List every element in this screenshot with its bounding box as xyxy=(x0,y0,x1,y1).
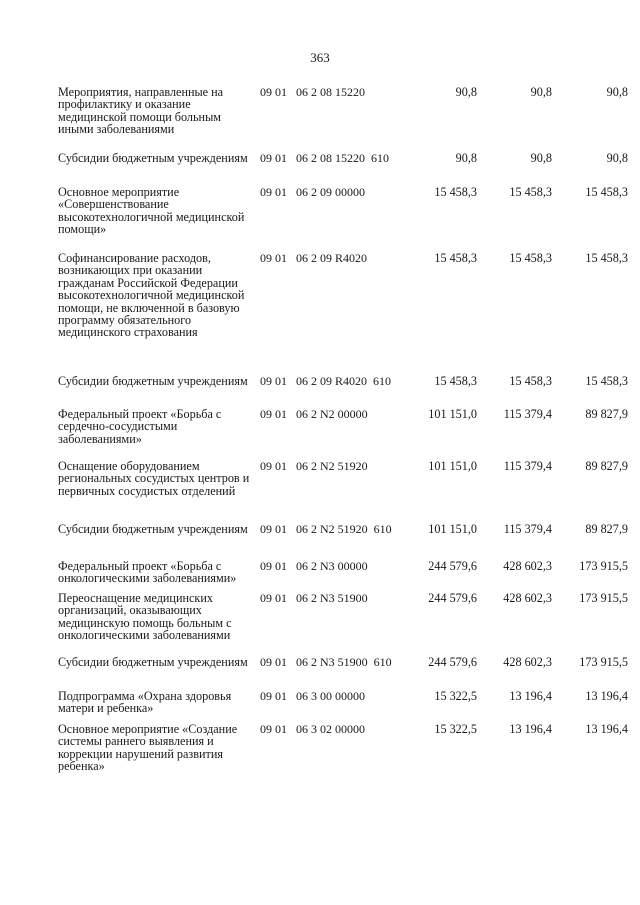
row-value-3: 15 458,3 xyxy=(585,251,628,265)
row-name: Основное мероприятие «Создание системы раннего выявления и коррекции нарушений развития ребенка» xyxy=(58,722,238,774)
row-name: Основное мероприятие «Совершенствование высокотехнологичной медицинской помощи» xyxy=(58,185,245,237)
row-value-2: 428 602,3 xyxy=(503,655,552,669)
row-value-1: 15 458,3 xyxy=(434,251,477,265)
row-value-3: 89 827,9 xyxy=(585,407,628,421)
row-value-3: 173 915,5 xyxy=(579,559,628,573)
row-value-2: 90,8 xyxy=(530,85,552,99)
row-value-2: 15 458,3 xyxy=(509,185,552,199)
row-code: 09 01 06 2 N3 51900 610 xyxy=(260,655,392,669)
row-value-3: 173 915,5 xyxy=(579,591,628,605)
table-row xyxy=(58,560,628,585)
row-code: 09 01 06 3 02 00000 xyxy=(260,722,365,736)
row-value-1: 244 579,6 xyxy=(428,655,477,669)
table-row xyxy=(58,723,628,773)
row-code: 09 01 06 2 N2 51920 610 xyxy=(260,522,392,536)
row-value-2: 115 379,4 xyxy=(503,522,552,536)
row-value-3: 15 458,3 xyxy=(585,374,628,388)
table-row xyxy=(58,86,628,136)
table-row xyxy=(58,252,628,339)
row-value-2: 428 602,3 xyxy=(503,559,552,573)
table-row xyxy=(58,592,628,642)
row-code: 09 01 06 2 N3 00000 xyxy=(260,559,368,573)
row-value-1: 101 151,0 xyxy=(428,459,477,473)
row-value-1: 90,8 xyxy=(455,151,477,165)
row-value-3: 89 827,9 xyxy=(585,459,628,473)
row-value-3: 13 196,4 xyxy=(585,689,628,703)
row-code: 09 01 06 2 N2 51920 xyxy=(260,459,368,473)
table-row xyxy=(58,375,628,387)
row-value-2: 13 196,4 xyxy=(509,689,552,703)
row-value-3: 13 196,4 xyxy=(585,722,628,736)
row-name: Субсидии бюджетным учреждениям xyxy=(58,374,248,388)
row-code: 09 01 06 2 08 15220 610 xyxy=(260,151,389,165)
row-code: 09 01 06 2 08 15220 xyxy=(260,85,365,99)
table-row xyxy=(58,523,628,535)
row-name: Подпрограмма «Охрана здоровья матери и ребенка» xyxy=(58,689,232,716)
row-value-3: 90,8 xyxy=(606,151,628,165)
row-value-1: 244 579,6 xyxy=(428,559,477,573)
row-value-2: 15 458,3 xyxy=(509,374,552,388)
row-code: 09 01 06 2 09 R4020 610 xyxy=(260,374,392,388)
row-name: Переоснащение медицинских организаций, оказывающих медицинскую помощь больным с онкологическими заболеваниями xyxy=(58,591,232,643)
row-name: Мероприятия, направленные на профилактику и оказание медицинской помощи больным иными заболеваниями xyxy=(58,85,224,137)
row-value-1: 15 322,5 xyxy=(434,722,477,736)
row-value-1: 90,8 xyxy=(455,85,477,99)
page-number: 363 xyxy=(310,50,330,65)
row-value-1: 15 322,5 xyxy=(434,689,477,703)
table-row xyxy=(58,152,628,164)
row-value-2: 90,8 xyxy=(530,151,552,165)
table-row xyxy=(58,656,628,668)
table-row xyxy=(58,186,628,236)
row-value-1: 244 579,6 xyxy=(428,591,477,605)
row-value-1: 101 151,0 xyxy=(428,522,477,536)
row-value-2: 115 379,4 xyxy=(503,407,552,421)
row-value-2: 15 458,3 xyxy=(509,251,552,265)
row-value-1: 15 458,3 xyxy=(434,185,477,199)
row-value-1: 101 151,0 xyxy=(428,407,477,421)
row-value-2: 13 196,4 xyxy=(509,722,552,736)
row-name: Федеральный проект «Борьба с сердечно-сосудистыми заболеваниями» xyxy=(58,407,222,446)
row-name: Федеральный проект «Борьба с онкологическими заболеваниями» xyxy=(58,559,237,586)
row-name: Субсидии бюджетным учреждениям xyxy=(58,151,248,165)
row-code: 09 01 06 2 09 R4020 xyxy=(260,251,368,265)
row-code: 09 01 06 2 09 00000 xyxy=(260,185,365,199)
row-code: 09 01 06 2 N2 00000 xyxy=(260,407,368,421)
row-value-3: 89 827,9 xyxy=(585,522,628,536)
row-code: 09 01 06 3 00 00000 xyxy=(260,689,365,703)
row-value-2: 115 379,4 xyxy=(503,459,552,473)
row-value-3: 15 458,3 xyxy=(585,185,628,199)
row-code: 09 01 06 2 N3 51900 xyxy=(260,591,368,605)
row-name: Субсидии бюджетным учреждениям xyxy=(58,655,248,669)
row-name: Оснащение оборудованием региональных сосудистых центров и первичных сосудистых отделений xyxy=(58,459,250,498)
row-value-2: 428 602,3 xyxy=(503,591,552,605)
row-name: Субсидии бюджетным учреждениям xyxy=(58,522,248,536)
row-value-1: 15 458,3 xyxy=(434,374,477,388)
row-name: Софинансирование расходов, возникающих при оказании гражданам Российской Федерации высокотехнологичной медицинской помощи, не включенной в базовую программу обязательного медицинского страхования xyxy=(58,251,245,340)
table-row xyxy=(58,408,628,445)
row-value-3: 173 915,5 xyxy=(579,655,628,669)
table-row xyxy=(58,460,628,497)
table-row xyxy=(58,690,628,715)
row-value-3: 90,8 xyxy=(606,85,628,99)
